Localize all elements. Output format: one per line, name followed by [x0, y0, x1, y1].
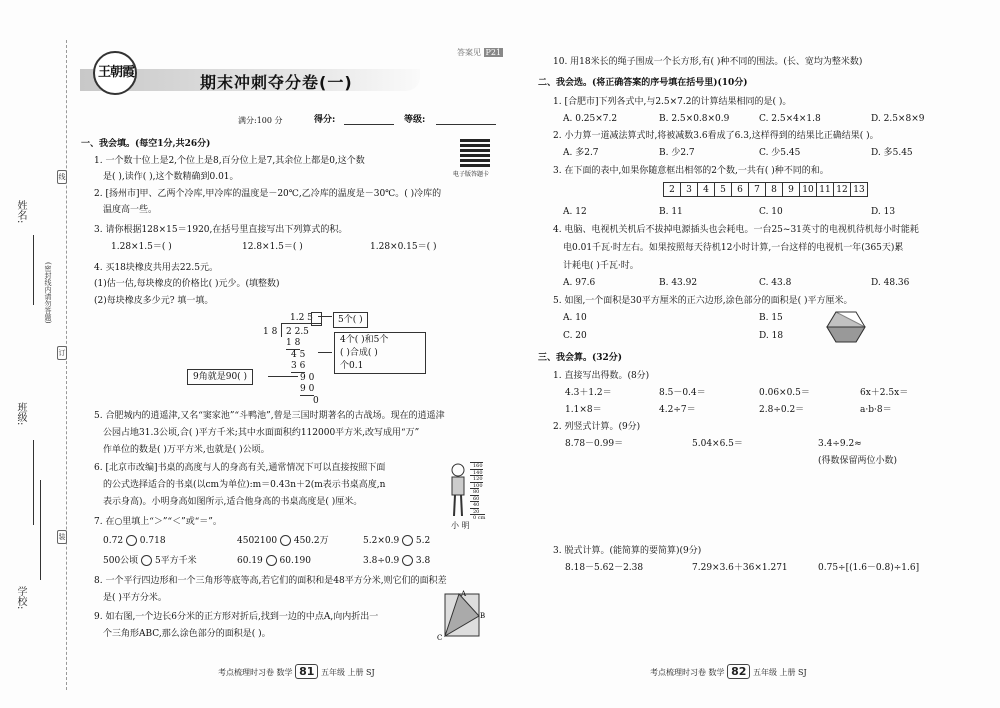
c4-line3: 计耗电( )千瓦·时。 [563, 261, 639, 271]
hexagon-figure [826, 310, 866, 344]
strip-cell[interactable]: 3 [681, 183, 698, 197]
q2-line2: 温度高一些。 [103, 205, 158, 215]
oral-calc-item[interactable]: 1.1×8＝ [565, 405, 602, 415]
d2-stem: 2. 列竖式计算。(9分) [553, 422, 641, 432]
choice-option[interactable]: B. 少2.7 [659, 148, 695, 158]
gutter-school-label: 学校: [15, 586, 26, 610]
q9-line2: 个三角形ABC,那么涂色部分的面积是( )。 [103, 629, 271, 639]
q10: 10. 用18米长的绳子围成一个长方形,有( )种不同的围法。(长、宽均为整米数) [553, 57, 863, 67]
height-ruler [468, 462, 498, 522]
c5-stem: 5. 如图,一个面积是30平方厘米的正六边形,涂色部分的面积是( )平方厘米。 [553, 296, 853, 306]
choice-option[interactable]: B. 2.5×0.8×0.9 [659, 114, 730, 124]
d2-note: (得数保留两位小数) [818, 456, 898, 466]
strip-cell[interactable]: 9 [783, 183, 800, 197]
q7-item-2: 4502100 450.2万 [237, 536, 329, 546]
vertical-calc-item[interactable]: 5.04×6.5＝ [692, 439, 743, 449]
strip-cell[interactable]: 11 [817, 183, 834, 197]
qr-caption: 电子版答题卡 [453, 171, 490, 178]
compare-circle[interactable] [402, 555, 413, 566]
page-number: 81 [295, 664, 318, 679]
compare-circle[interactable] [280, 535, 291, 546]
c3-stem: 3. 在下面的表中,如果你随意框出相邻的2个数,一共有( )种不同的和。 [553, 166, 829, 176]
compare-circle[interactable] [126, 535, 137, 546]
score-blank[interactable] [344, 116, 394, 125]
choice-option[interactable]: A. 0.25×7.2 [563, 114, 618, 124]
division-step5: 9 0 [300, 384, 315, 394]
q3-expr2: 12.8×1.5＝( ) [242, 242, 303, 252]
strip-cell[interactable]: 4 [698, 183, 715, 197]
q5-line2: 公园占地31.3公顷,合( )平方千米;其中水面面积约112000平方米,改写成用“万” [103, 428, 420, 438]
ruler-tick-label: 160 [470, 462, 483, 469]
q5-line1: 5. 合肥城内的逍遥津,又名“窦家池”“斗鸭池”,曾是三国时期著名的古战场。现在的逍遥津 [94, 411, 445, 421]
choice-option[interactable]: A. 97.6 [563, 278, 596, 288]
arrow-connector-1 [318, 316, 332, 317]
stepwise-calc-item[interactable]: 7.29×3.6＋36×1.271 [692, 563, 788, 573]
page-number: 82 [727, 664, 750, 679]
binding-dashed-line [66, 40, 68, 690]
oral-calc-item[interactable]: 2.8÷0.2＝ [759, 405, 805, 415]
division-bracket [281, 323, 283, 337]
compare-circle[interactable] [141, 555, 152, 566]
q8-line1: 8. 一个平行四边形和一个三角形等底等高,若它们的面积和是48平方分米,则它们的面积差 [94, 576, 447, 586]
q3-line1: 3. 请你根据128×15＝1920,在括号里直接写出下列算式的积。 [94, 225, 348, 235]
oral-calc-item[interactable]: 4.3＋1.2＝ [565, 388, 612, 398]
division-remainder: 0 [313, 396, 319, 406]
footer-right: 考点梳理时习卷 数学 82 五年级 上册 SJ [650, 665, 807, 678]
oral-calc-item[interactable]: 8.5－0.4＝ [659, 388, 706, 398]
qr-code[interactable] [460, 137, 490, 167]
section3-heading: 三、我会算。(32分) [538, 353, 623, 363]
strip-cell[interactable]: 12 [834, 183, 851, 197]
stepwise-calc-item[interactable]: 0.75÷[(1.6－0.8)÷1.6] [818, 563, 920, 573]
strip-cell[interactable]: 5 [715, 183, 732, 197]
q7-item-4: 500公顷 5平方千米 [103, 556, 197, 566]
brand-logo: 王朝霞 [93, 51, 137, 95]
q6-line1: 6. [北京市改编]书桌的高度与人的身高有关,通常情况下可以直接按照下面 [94, 463, 386, 473]
strip-cell[interactable]: 6 [732, 183, 749, 197]
d3-stem: 3. 脱式计算。(能简算的要简算)(9分) [553, 546, 702, 556]
ruler-tick-label: 20 [470, 508, 479, 515]
section2-heading: 二、我会选。(将正确答案的序号填在括号里)(10分) [538, 78, 748, 88]
vertical-calc-item[interactable]: 8.78－0.99＝ [565, 439, 624, 449]
svg-text:B: B [480, 612, 486, 620]
vertical-calc-item[interactable]: 3.4÷9.2≈ [818, 439, 862, 449]
division-dividend: 2 2.5 [286, 327, 309, 337]
choice-option[interactable]: D. 13 [871, 207, 896, 217]
name-underline [33, 235, 35, 305]
q7-prompt: 7. 在○里填上“＞”“＜”或“＝”。 [94, 517, 222, 527]
division-step4: 9 0 [300, 373, 315, 383]
ruler-tick-label: 80 [470, 488, 479, 495]
ruler-tick-label: 100 [470, 482, 483, 489]
choice-option[interactable]: D. 2.5×8×9 [871, 114, 925, 124]
choice-option[interactable]: B. 15 [759, 313, 783, 323]
c4-line1: 4. 电脑、电视机关机后不拔掉电源插头也会耗电。一台25~31英寸的电视机待机每小时能耗 [553, 225, 919, 235]
q2-line1: 2. [扬州市]甲、乙两个冷库,甲冷库的温度是－20℃,乙冷库的温度是－30℃。( )冷库的 [94, 189, 442, 199]
choice-option[interactable]: D. 48.36 [871, 278, 910, 288]
choice-option[interactable]: C. 少5.45 [759, 148, 801, 158]
choice-option[interactable]: D. 18 [759, 331, 784, 341]
number-strip [663, 182, 868, 197]
binder-mark-line: 线 [58, 173, 66, 181]
choice-option[interactable]: C. 20 [563, 331, 587, 341]
ruler-tick-label: 40 [470, 501, 479, 508]
q7-item-3: 5.2×0.9 5.2 [363, 536, 431, 546]
division-bar [282, 323, 322, 325]
q7-item-6: 3.8÷0.9 3.8 [363, 556, 431, 566]
division-step2: 4 5 [291, 350, 306, 360]
score-label: 得分: [314, 115, 336, 125]
q6-line3: 表示身高)。小明身高如图所示,适合他身高的书桌高度是( )厘米。 [103, 497, 363, 507]
division-note-box-1: 5个( ) [333, 312, 368, 328]
q1-line1: 1. 一个数十位上是2,个位上是8,百分位上是7,其余位上都是0,这个数 [94, 156, 365, 166]
c1-stem: 1. [合肥市]下列各式中,与2.5×7.2的计算结果相同的是( )。 [553, 97, 792, 107]
choice-option[interactable]: A. 10 [563, 313, 587, 323]
compare-circle[interactable] [402, 535, 413, 546]
oral-calc-item[interactable]: 0.06×0.5＝ [759, 388, 810, 398]
boy-caption: 小 明 [451, 521, 470, 530]
strip-cell[interactable]: 13 [851, 183, 868, 197]
division-note-box-2: 4个( )和5个 ( )合成( ) 个0.1 [334, 332, 426, 374]
q9-line1: 9. 如右图,一个边长6分米的正方形对折后,找到一边的中点A,向内折出一 [94, 612, 379, 622]
c4-line2: 电0.01千瓦·时左右。如果按照每天待机12小时计算,一台这样的电视机一年(365天)累 [563, 243, 904, 253]
d1-stem: 1. 直接写出得数。(8分) [553, 371, 650, 381]
q7-item-5: 60.19 60.190 [237, 556, 312, 566]
gutter-name-label: 姓名: [15, 200, 26, 224]
q8-line2: 是( )平方分米。 [103, 593, 167, 603]
oral-calc-item[interactable]: a·b·8＝ [860, 405, 892, 415]
gutter-class-label: 班级: [15, 402, 26, 426]
choice-option[interactable]: B. 11 [659, 207, 683, 217]
c2-stem: 2. 小力算一道减法算式时,将被减数3.6看成了6.3,这样得到的结果比正确结果( )。 [553, 131, 879, 141]
ruler-tick-label: 120 [470, 475, 483, 482]
q4-line2: (1)估一估,每块橡皮的价格比( )元少。(填整数) [94, 279, 280, 289]
boy-figure [445, 462, 471, 520]
full-score: 满分:100 分 [238, 116, 283, 125]
stepwise-calc-item[interactable]: 8.18－5.62－2.38 [565, 563, 644, 573]
gutter-note: (密封线内请勿答题) [44, 262, 52, 324]
svg-text:C: C [437, 634, 443, 642]
oral-calc-item[interactable]: 4.2÷7＝ [659, 405, 696, 415]
ruler-tick-label: 0 cm [470, 514, 485, 521]
svg-text:A: A [461, 590, 467, 598]
grade-blank[interactable] [436, 116, 496, 125]
footer-left: 考点梳理时习卷 数学 81 五年级 上册 SJ [218, 665, 375, 678]
compare-circle[interactable] [266, 555, 277, 566]
school-underline [40, 480, 42, 580]
q3-expr3: 1.28×0.15＝( ) [370, 242, 437, 252]
strip-cell[interactable]: 8 [766, 183, 783, 197]
strip-cell[interactable]: 7 [749, 183, 766, 197]
choice-option[interactable]: C. 43.8 [759, 278, 792, 288]
choice-option[interactable]: C. 2.5×4×1.8 [759, 114, 821, 124]
ruler-tick-label: 140 [470, 469, 483, 476]
division-step3: 3 6 [291, 361, 306, 371]
page-title: 期末冲刺夺分卷(一) [200, 73, 353, 92]
q3-expr1: 1.28×1.5＝( ) [111, 242, 172, 252]
q7-item-1: 0.72 0.718 [103, 536, 166, 546]
strip-cell[interactable]: 2 [664, 183, 681, 197]
choice-option[interactable]: C. 10 [759, 207, 783, 217]
answer-reference: 答案见 P21 [457, 48, 502, 57]
choice-option[interactable]: D. 多5.45 [871, 148, 913, 158]
ruler-tick-label: 60 [470, 495, 479, 502]
strip-cell[interactable]: 10 [800, 183, 817, 197]
arrow-connector-3 [268, 376, 298, 377]
choice-option[interactable]: A. 12 [563, 207, 587, 217]
q4-line1: 4. 买18块橡皮共用去22.5元。 [94, 263, 218, 273]
section1-heading: 一、我会填。(每空1分,共26分) [81, 139, 211, 149]
division-step1: 1 8 [286, 338, 301, 348]
choice-option[interactable]: A. 多2.7 [563, 148, 599, 158]
binder-mark-zhuang: 装 [58, 533, 66, 541]
oral-calc-item[interactable]: 6x＋2.5x＝ [860, 388, 909, 398]
division-note-box-3: 9角就是90( ) [187, 369, 253, 385]
q5-line3: 作单位的数是( )万平方米,也就是( )公顷。 [103, 445, 270, 455]
q1-line2: 是( ),读作( ),这个数精确到0.01。 [103, 172, 239, 182]
choice-option[interactable]: B. 43.92 [659, 278, 698, 288]
arrow-connector-2 [318, 352, 332, 353]
binder-mark-ding: 订 [58, 349, 66, 357]
q4-line3: (2)每块橡皮多少元? 填一填。 [94, 296, 214, 306]
class-underline [33, 440, 35, 525]
q6-line2: 的公式选择适合的书桌(以cm为单位):m＝0.43n＋2(m表示书桌高度,n [103, 480, 386, 490]
division-divisor: 1 8 [263, 327, 278, 337]
folded-square-figure [437, 590, 489, 642]
grade-label: 等级: [404, 115, 426, 125]
division-quotient: 1.2 5 [290, 313, 313, 323]
